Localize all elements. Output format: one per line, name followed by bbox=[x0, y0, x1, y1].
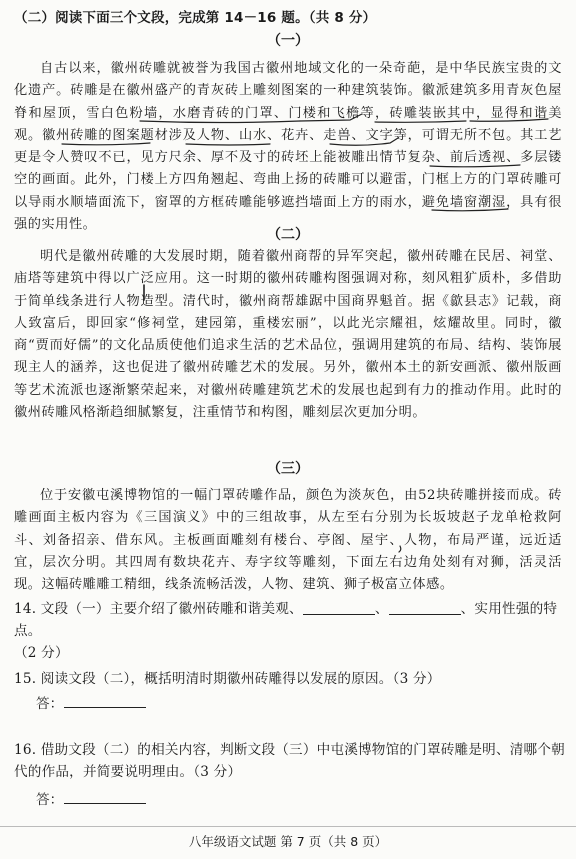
question-14-blank-2[interactable] bbox=[389, 600, 461, 615]
question-16 bbox=[14, 739, 566, 783]
question-15-answer-line[interactable] bbox=[64, 707, 146, 708]
question-16-answer-line[interactable] bbox=[64, 803, 146, 804]
reading-section-heading: （二）阅读下面三个文段，完成第 14－16 题。（共 8 分） bbox=[14, 10, 377, 26]
question-14-score: （2 分） bbox=[14, 645, 69, 661]
passage-1-title: （一） bbox=[267, 33, 309, 49]
question-14-text-a: 文段（一）主要介绍了徽州砖雕和谐美观、 bbox=[40, 601, 303, 617]
question-14-text-b: 、实用性强的特点。 bbox=[14, 601, 558, 639]
passage-2-text: 明代是徽州砖雕的大发展时期，随着徽州商帮的异军突起，徽州砖雕在民居、祠堂、庙塔等建筑中得以广泛应用。这一时期的徽州砖雕构图强调对称，刻风粗犷质朴，多借助于简单线条进行人物造型。清代时，徽州商帮雄踞中国商界魁首。据《歙县志》记载，商人致富后，即回家“修祠堂，建园第，重楼宏丽”，以此光宗耀祖，炫耀故里。同时，徽商“贾而好儒”的文化品质使他们追求生活的艺术品位，强调用建筑的布局、结构、装饰展现主人的涵养，这也促进了徽州砖雕艺术的发展。另外，徽州本土的新安画派、徽州版画等艺术流派也逐渐繁荣起来，对徽州砖雕建筑艺术的发展也起到有力的推动作用。此时的徽州砖雕风格渐趋细腻繁复，注重情节和构图，雕刻层次更加分明。 bbox=[14, 249, 562, 421]
passage-3-text: 位于安徽屯溪博物馆的一幅门罩砖雕作品，颜色为淡灰色，由52块砖雕拼接而成。砖雕画面主板内容为《三国演义》中的三组故事，从左至右分别为长坂坡赵子龙单枪救阿斗、刘备招亲、借东风。主板画面雕刻有楼台、亭阁、屋宇、人物，布局严谨，远近适宜，层次分明。其四周有数块花卉、寿字纹等雕刻，下面左右边角处刻有对狮，活灵活现。这幅砖雕雕工精细，线条流畅活泼，人物、建筑、狮子极富立体感。 bbox=[14, 488, 562, 593]
question-15-text: 阅读文段（二），概括明清时期徽州砖雕得以发展的原因。（3 分） bbox=[40, 671, 441, 687]
question-15-answer-label: 答： bbox=[36, 696, 64, 712]
question-14 bbox=[14, 598, 566, 664]
question-14-blank-1[interactable] bbox=[303, 600, 375, 615]
question-16-text: 借助文段（二）的相关内容，判断文段（三）中屯溪博物馆的门罩砖雕是明、清哪个朝代的作品，并简要说明理由。（3 分） bbox=[14, 742, 565, 780]
question-15 bbox=[14, 668, 566, 690]
question-16-answer-label: 答： bbox=[36, 792, 64, 808]
footer-divider bbox=[0, 826, 576, 827]
question-14-separator: 、 bbox=[374, 601, 389, 617]
passage-1-text: 自古以来，徽州砖雕就被誉为我国古徽州地域文化的一朵奇葩，是中华民族宝贵的文化遗产。砖雕是在徽州盛产的青灰砖上雕刻图案的一种建筑装饰。徽派建筑多用青灰色屋脊和屋顶，雪白色粉墙，水磨青砖的门罩、门楼和飞檐等，砖雕装嵌其中，显得和谐美观。徽州砖雕的图案题材涉及人物、山水、花卉、走兽、文字等，可谓无所不包。其工艺更是令人赞叹不已，见方尺余、厚不及寸的砖坯上能被雕出情节复杂、前后透视、多层镂空的画面。此外，门楼上方四角翘起、弯曲上扬的砖雕可以避雷，门框上方的门罩砖雕可以导雨水顺墙面流下，窗罩的方框砖雕能够遮挡墙面上方的雨水，避免墙窗潮湿，具有很强的实用性。 bbox=[14, 61, 562, 233]
question-16-number: 16. bbox=[14, 742, 37, 758]
question-15-number: 15. bbox=[14, 671, 37, 687]
passage-2-title: （二） bbox=[267, 227, 309, 243]
page-footer: 八年级语文试题 第 7 页（共 8 页） bbox=[188, 834, 388, 849]
passage-3-title: （三） bbox=[267, 461, 309, 477]
question-14-number: 14. bbox=[14, 601, 37, 617]
